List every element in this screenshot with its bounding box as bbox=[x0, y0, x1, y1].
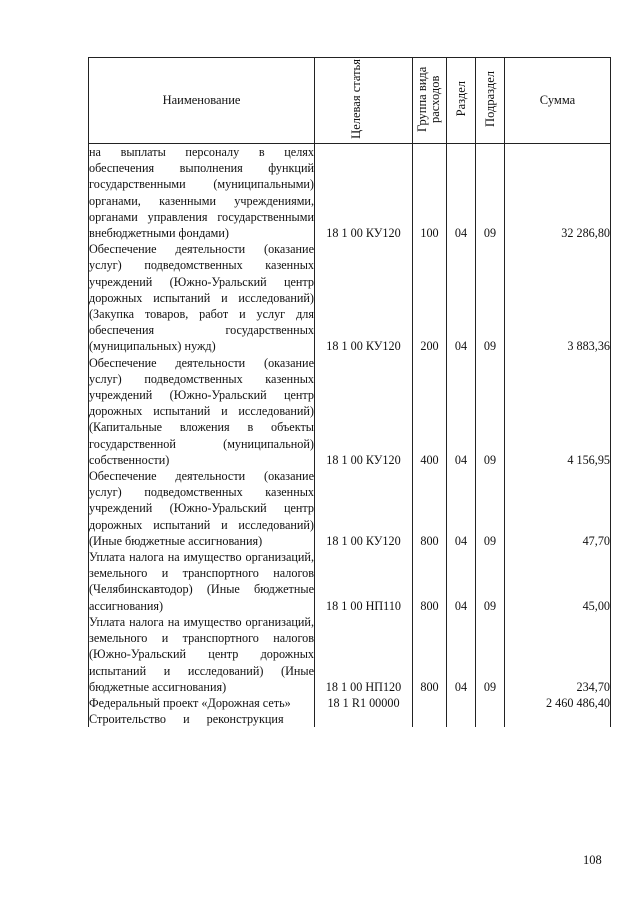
row-group: 400 bbox=[413, 355, 447, 468]
row-name: Строительство и реконструкция bbox=[89, 711, 315, 727]
row-sum bbox=[505, 711, 611, 727]
table-row bbox=[89, 144, 611, 242]
table-row bbox=[89, 241, 611, 354]
row-subsection bbox=[476, 695, 505, 711]
row-sum: 3 883,36 bbox=[505, 241, 611, 354]
header-target: Целевая статья bbox=[315, 58, 413, 144]
row-sum: 45,00 bbox=[505, 549, 611, 614]
row-sum: 47,70 bbox=[505, 468, 611, 549]
row-subsection: 09 bbox=[476, 241, 505, 354]
row-name: Обеспечение деятельности (оказание услуг) подведомственных казенных учреждений (Южно-Уральский центр дорожных испытаний и исследований) (Закупка товаров, работ и услуг для обеспечения государственных (муниципальных) нужд) bbox=[89, 242, 314, 354]
row-sum: 32 286,80 bbox=[505, 144, 611, 242]
row-sum: 4 156,95 bbox=[505, 355, 611, 468]
header-sum: Сумма bbox=[505, 58, 611, 144]
row-target: 18 1 00 КУ120 bbox=[315, 355, 413, 468]
row-subsection bbox=[476, 711, 505, 727]
row-group bbox=[413, 711, 447, 727]
row-target bbox=[315, 711, 413, 727]
table-row bbox=[89, 549, 611, 614]
header-section: Раздел bbox=[447, 58, 476, 144]
row-name: Федеральный проект «Дорожная сеть» bbox=[89, 695, 315, 711]
row-name: Обеспечение деятельности (оказание услуг) подведомственных казенных учреждений (Южно-Уральский центр дорожных испытаний и исследований) (Иные бюджетные ассигнования) bbox=[89, 469, 314, 548]
row-group: 800 bbox=[413, 468, 447, 549]
budget-table bbox=[88, 57, 611, 727]
row-sum: 234,70 bbox=[505, 614, 611, 695]
row-subsection: 09 bbox=[476, 549, 505, 614]
row-section: 04 bbox=[447, 468, 476, 549]
row-target: 18 1 00 НП110 bbox=[315, 549, 413, 614]
row-section bbox=[447, 695, 476, 711]
row-section: 04 bbox=[447, 355, 476, 468]
row-group: 800 bbox=[413, 614, 447, 695]
header-name: Наименование bbox=[89, 58, 315, 144]
row-target: 18 1 00 КУ120 bbox=[315, 241, 413, 354]
row-group: 200 bbox=[413, 241, 447, 354]
row-name: Обеспечение деятельности (оказание услуг) подведомственных казенных учреждений (Южно-Уральский центр дорожных испытаний и исследований) (Капитальные вложения в объекты государственной (муниципальной) собственности) bbox=[89, 355, 314, 467]
header-group: Группа вида расходов bbox=[413, 58, 447, 144]
row-group: 800 bbox=[413, 549, 447, 614]
page-number: 108 bbox=[583, 853, 602, 867]
row-group: 100 bbox=[413, 144, 447, 242]
table-row bbox=[89, 468, 611, 549]
row-sum: 2 460 486,40 bbox=[505, 695, 611, 711]
row-name: Уплата налога на имущество организаций, земельного и транспортного налогов (Южно-Уральский центр дорожных испытаний и исследований) (Иные бюджетные ассигнования) bbox=[89, 614, 314, 694]
row-target: 18 1 00 КУ120 bbox=[315, 144, 413, 242]
row-section: 04 bbox=[447, 241, 476, 354]
row-name: на выплаты персоналу в целях обеспечения выполнения функций государственными (муниципальными) органами, казенными учреждениями, органами управления государственными внебюджетными фондами) bbox=[89, 145, 314, 241]
row-group bbox=[413, 695, 447, 711]
table-row bbox=[89, 711, 611, 727]
row-subsection: 09 bbox=[476, 144, 505, 242]
row-name: Уплата налога на имущество организаций, земельного и транспортного налогов (Челябинскавтодор) (Иные бюджетные ассигнования) bbox=[89, 550, 314, 613]
row-subsection: 09 bbox=[476, 614, 505, 695]
table-row bbox=[89, 614, 611, 695]
row-target: 18 1 00 КУ120 bbox=[315, 468, 413, 549]
row-target: 18 1 R1 00000 bbox=[315, 695, 413, 711]
row-subsection: 09 bbox=[476, 468, 505, 549]
row-subsection: 09 bbox=[476, 355, 505, 468]
row-target: 18 1 00 НП120 bbox=[315, 614, 413, 695]
row-section bbox=[447, 711, 476, 727]
row-section: 04 bbox=[447, 144, 476, 242]
header-subsection: Подраздел bbox=[476, 58, 505, 144]
row-section: 04 bbox=[447, 614, 476, 695]
table-row bbox=[89, 355, 611, 468]
row-section: 04 bbox=[447, 549, 476, 614]
table-row bbox=[89, 695, 611, 711]
header-row bbox=[89, 58, 611, 144]
